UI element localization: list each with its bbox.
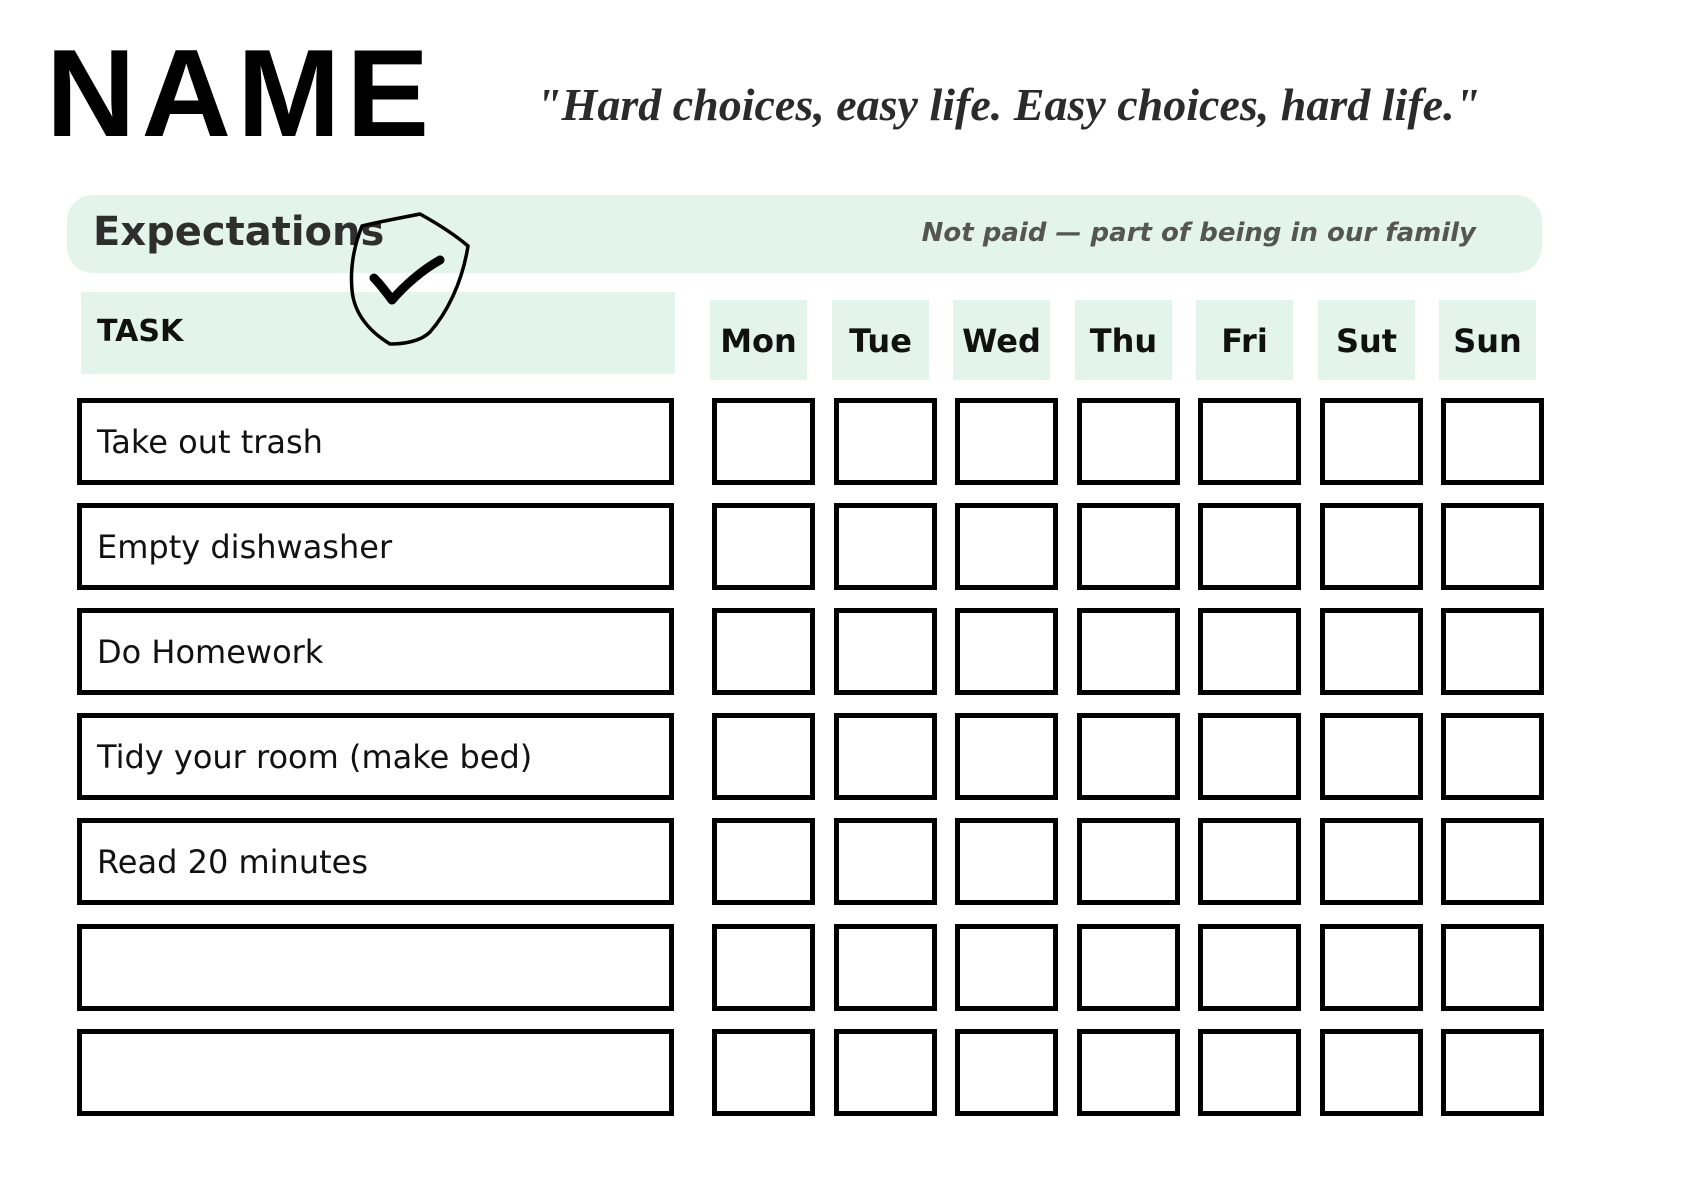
checkbox-4-6[interactable] — [1441, 818, 1544, 905]
day-label: Fri — [1221, 322, 1268, 360]
day-header-5 — [1318, 300, 1415, 380]
day-label: Wed — [962, 322, 1041, 360]
day-header-0 — [710, 300, 807, 380]
checkbox-2-0[interactable] — [712, 608, 815, 695]
name-title: NAME — [46, 25, 436, 163]
checkbox-1-5[interactable] — [1320, 503, 1423, 590]
day-header-6 — [1439, 300, 1536, 380]
checkbox-6-4[interactable] — [1198, 1029, 1301, 1116]
checkbox-5-0[interactable] — [712, 924, 815, 1011]
checkbox-5-6[interactable] — [1441, 924, 1544, 1011]
day-label: Tue — [849, 322, 912, 360]
checkbox-2-3[interactable] — [1077, 608, 1180, 695]
checkbox-6-2[interactable] — [955, 1029, 1058, 1116]
task-label: Tidy your room (make bed) — [97, 738, 533, 776]
checkbox-3-6[interactable] — [1441, 713, 1544, 800]
day-header-1 — [832, 300, 929, 380]
task-row-2[interactable] — [77, 608, 674, 695]
expectations-bar — [67, 195, 1542, 273]
task-row-5[interactable] — [77, 924, 674, 1011]
day-label: Mon — [720, 322, 797, 360]
day-header-3 — [1075, 300, 1172, 380]
checkbox-4-0[interactable] — [712, 818, 815, 905]
checkbox-5-1[interactable] — [834, 924, 937, 1011]
checkbox-4-2[interactable] — [955, 818, 1058, 905]
quote: "Hard choices, easy life. Easy choices, hard life." — [536, 79, 1481, 130]
checkbox-4-4[interactable] — [1198, 818, 1301, 905]
checkbox-3-3[interactable] — [1077, 713, 1180, 800]
checkbox-0-6[interactable] — [1441, 398, 1544, 485]
checkbox-6-6[interactable] — [1441, 1029, 1544, 1116]
checkbox-1-6[interactable] — [1441, 503, 1544, 590]
task-header-label: TASK — [97, 314, 184, 349]
checkbox-1-1[interactable] — [834, 503, 937, 590]
task-label: Empty dishwasher — [97, 528, 393, 566]
checkbox-2-6[interactable] — [1441, 608, 1544, 695]
checkbox-1-3[interactable] — [1077, 503, 1180, 590]
checkbox-3-0[interactable] — [712, 713, 815, 800]
shield-check-icon — [348, 210, 474, 348]
checkbox-0-2[interactable] — [955, 398, 1058, 485]
task-row-6[interactable] — [77, 1029, 674, 1116]
checkbox-0-1[interactable] — [834, 398, 937, 485]
task-row-0[interactable] — [77, 398, 674, 485]
expectations-title: Expectations — [93, 209, 385, 255]
expectations-note: Not paid — part of being in our family — [921, 218, 1476, 248]
checkbox-5-2[interactable] — [955, 924, 1058, 1011]
checkbox-5-4[interactable] — [1198, 924, 1301, 1011]
task-row-1[interactable] — [77, 503, 674, 590]
day-header-4 — [1196, 300, 1293, 380]
checkbox-6-5[interactable] — [1320, 1029, 1423, 1116]
checkbox-0-5[interactable] — [1320, 398, 1423, 485]
day-label: Sut — [1335, 322, 1398, 360]
checkbox-2-5[interactable] — [1320, 608, 1423, 695]
day-label: Thu — [1089, 322, 1158, 360]
checkbox-4-5[interactable] — [1320, 818, 1423, 905]
checkbox-6-3[interactable] — [1077, 1029, 1180, 1116]
checkbox-3-4[interactable] — [1198, 713, 1301, 800]
checkbox-3-1[interactable] — [834, 713, 937, 800]
task-label: Take out trash — [97, 423, 323, 461]
checkbox-4-1[interactable] — [834, 818, 937, 905]
day-label: Sun — [1453, 322, 1522, 360]
checkbox-3-2[interactable] — [955, 713, 1058, 800]
checkbox-0-4[interactable] — [1198, 398, 1301, 485]
task-row-3[interactable] — [77, 713, 674, 800]
checkbox-6-0[interactable] — [712, 1029, 815, 1116]
checkbox-2-1[interactable] — [834, 608, 937, 695]
task-label: Do Homework — [97, 633, 324, 671]
checkbox-0-3[interactable] — [1077, 398, 1180, 485]
checkbox-2-4[interactable] — [1198, 608, 1301, 695]
checkbox-5-3[interactable] — [1077, 924, 1180, 1011]
checkbox-1-0[interactable] — [712, 503, 815, 590]
checkbox-5-5[interactable] — [1320, 924, 1423, 1011]
checkbox-4-3[interactable] — [1077, 818, 1180, 905]
task-label: Read 20 minutes — [97, 843, 368, 881]
checkbox-1-4[interactable] — [1198, 503, 1301, 590]
checkbox-6-1[interactable] — [834, 1029, 937, 1116]
day-header-2 — [953, 300, 1050, 380]
checkbox-0-0[interactable] — [712, 398, 815, 485]
checkbox-1-2[interactable] — [955, 503, 1058, 590]
task-row-4[interactable] — [77, 818, 674, 905]
checkbox-2-2[interactable] — [955, 608, 1058, 695]
checkbox-3-5[interactable] — [1320, 713, 1423, 800]
